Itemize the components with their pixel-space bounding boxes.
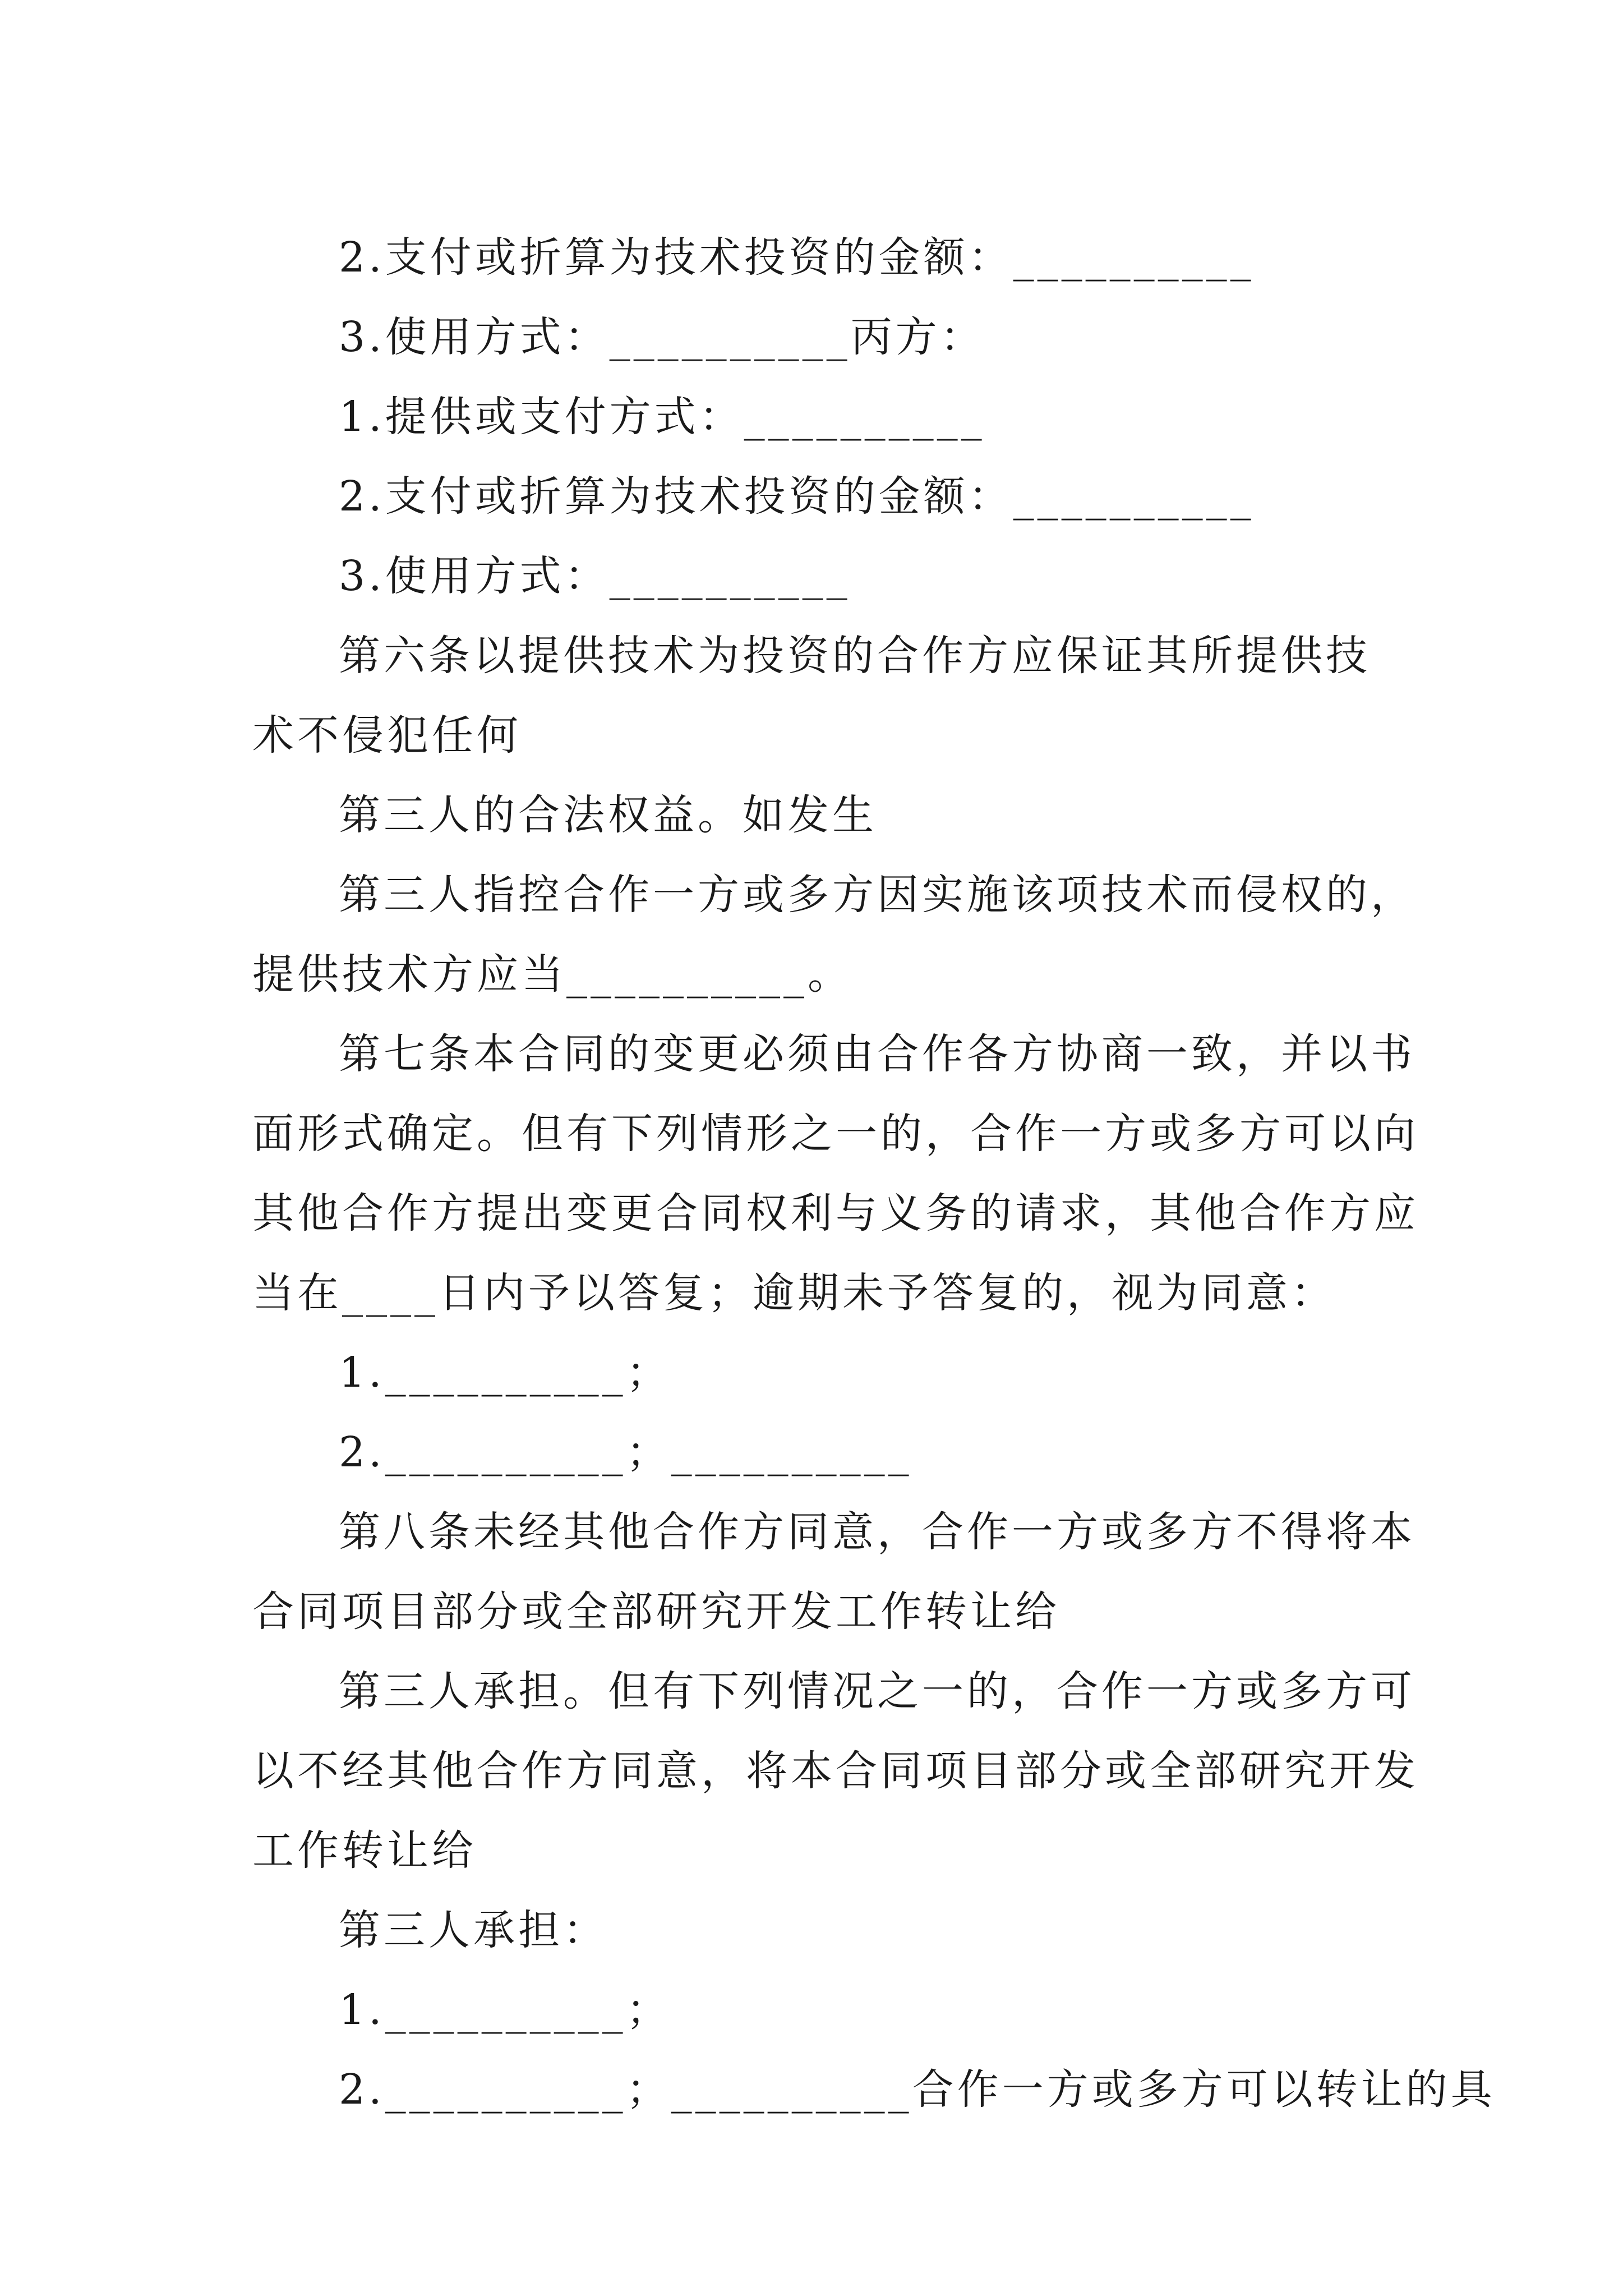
text-line: 提供技术方应当__________。 [252, 950, 852, 999]
text-line: 2.支付或折算为技术投资的金额：__________ [339, 233, 1255, 282]
text-line: 第三人指控合作一方或多方因实施该项技术而侵权的， [339, 871, 1415, 919]
text-line: 面形式确定。但有下列情形之一的，合作一方或多方可以向 [252, 1110, 1419, 1158]
text-line: 其他合作方提出变更合同权利与义务的请求，其他合作方应 [252, 1189, 1419, 1237]
text-line: 合同项目部分或全部研究开发工作转让给 [252, 1588, 1060, 1636]
text-line: 第六条以提供技术为投资的合作方应保证其所提供技 [339, 632, 1371, 680]
text-line: 第三人承担： [339, 1906, 608, 1954]
text-line: 1.提供或支付方式：__________ [339, 393, 985, 441]
text-line: 第七条本合同的变更必须由合作各方协商一致，并以书 [339, 1030, 1415, 1078]
text-line: 术不侵犯任何 [252, 711, 522, 760]
text-line: 当在____日内予以答复；逾期未予答复的，视为同意： [252, 1269, 1336, 1317]
text-line: 3.使用方式：__________丙方： [339, 313, 985, 361]
text-line: 工作转让给 [252, 1826, 477, 1875]
text-line: 第八条未经其他合作方同意，合作一方或多方不得将本 [339, 1508, 1415, 1556]
text-line: 2.__________；__________ [339, 1428, 912, 1476]
text-line: 2.支付或折算为技术投资的金额：__________ [339, 472, 1255, 521]
text-line: 1.__________； [339, 1986, 671, 2034]
text-line: 第三人的合法权益。如发生 [339, 791, 877, 839]
text-line: 2.__________；__________合作一方或多方可以转让的具 [339, 2065, 1496, 2114]
document-body [252, 218, 1496, 2129]
text-line: 3.使用方式：__________ [339, 552, 851, 600]
text-line: 以不经其他合作方同意，将本合同项目部分或全部研究开发 [252, 1747, 1419, 1795]
text-line: 第三人承担。但有下列情况之一的，合作一方或多方可 [339, 1667, 1415, 1715]
text-line: 1.__________； [339, 1349, 671, 1397]
